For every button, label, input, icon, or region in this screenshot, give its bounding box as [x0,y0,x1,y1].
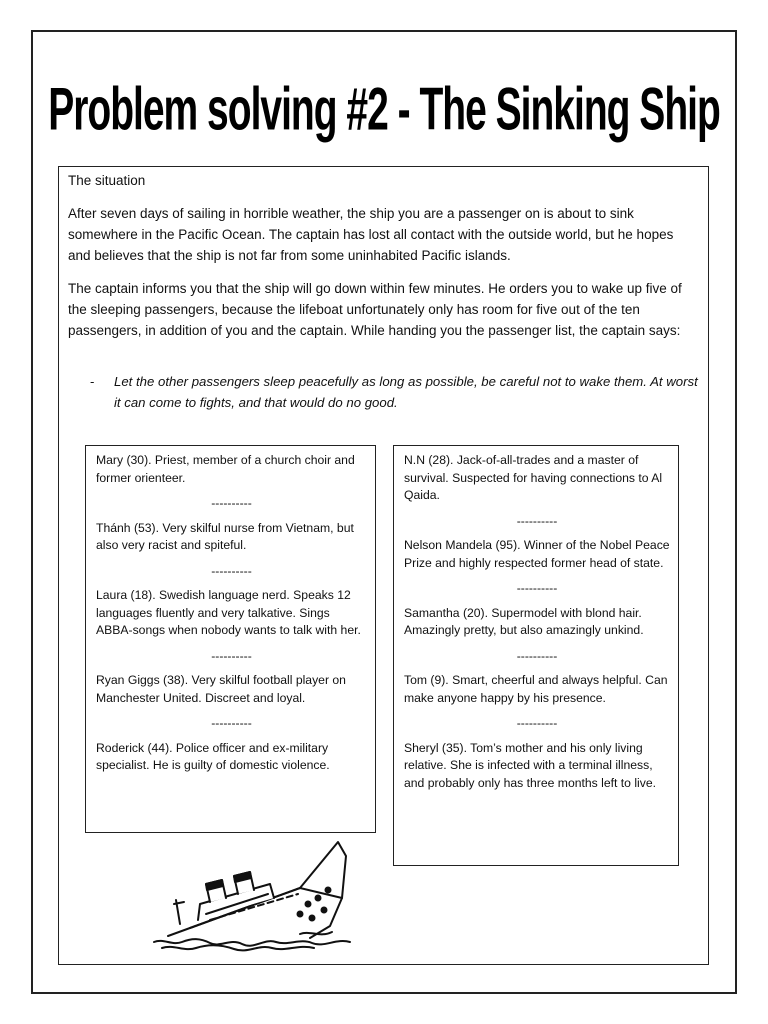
passenger-entry: Sheryl (35). Tom’s mother and his only living relative. She is infected with a terminal illness, and probably only has three months left to live. [404,740,657,790]
separator: ---------- [516,513,558,528]
quote-dash: - [90,374,95,389]
situation-heading: The situation [68,173,146,188]
page-title: Problem solving #2 - The Sinking Ship [48,76,720,144]
passenger-list-right [393,445,679,866]
separator: ---------- [516,716,558,730]
situation-paragraph-2: The captain informs you that the ship will go down within few minutes. He orders you to wake up five of the sleeping passengers, because the lifeboat unfortunately only has room for five out of the ten passengers, in addition of you and the captain. While handing you the passenger list, the captain says: [68,281,682,338]
separator: ---------- [516,581,558,595]
passenger-entry: Laura (18). Swedish language nerd. Speaks 12 languages fluently and very talkative. Sings ABBA-songs when nobody wants to talk with her. [96,588,361,637]
separator: ---------- [211,496,252,510]
separator: ---------- [516,648,558,663]
separator: ---------- [211,716,252,730]
captain-quote [90,371,700,413]
situation-paragraph-1: After seven days of sailing in horrible weather, the ship you are a passenger on is about to sink somewhere in the Pacific Ocean. The captain has lost all contact with the outside world, but he hopes and believes that the ship is not far from some uninhabited Pacific islands. [68,206,674,263]
passenger-entry: N.N (28). Jack-of-all-trades and a master of survival. Suspected for having connections to Al Qaida. [404,453,663,502]
passenger-entry: Tom (9). Smart, cheerful and always helpful. Can make anyone happy by his presence. [404,673,668,705]
separator: ---------- [211,648,252,663]
quote-text: Let the other passengers sleep peacefully as long as possible, be careful not to wake them. At worst it can come to fights, and that would do no good. [114,374,698,410]
passenger-entry: Roderick (44). Police officer and ex-military specialist. He is guilty of domestic violence. [96,740,330,772]
passenger-entry: Mary (30). Priest, member of a church choir and former orienteer. [96,453,355,485]
passenger-entry: Thánh (53). Very skilful nurse from Vietnam, but also very racist and spiteful. [96,520,354,552]
passenger-entry: Samantha (20). Supermodel with blond hair. Amazingly pretty, but also amazingly unkind. [404,605,644,637]
passenger-entry: Ryan Giggs (38). Very skilful football player on Manchester United. Discreet and loyal. [96,673,346,705]
passenger-entry: Nelson Mandela (95). Winner of the Nobel Peace Prize and highly respected former head of state. [404,538,670,570]
sinking-ship-icon [150,838,370,956]
separator: ---------- [211,563,252,578]
passenger-list-left [85,445,376,833]
